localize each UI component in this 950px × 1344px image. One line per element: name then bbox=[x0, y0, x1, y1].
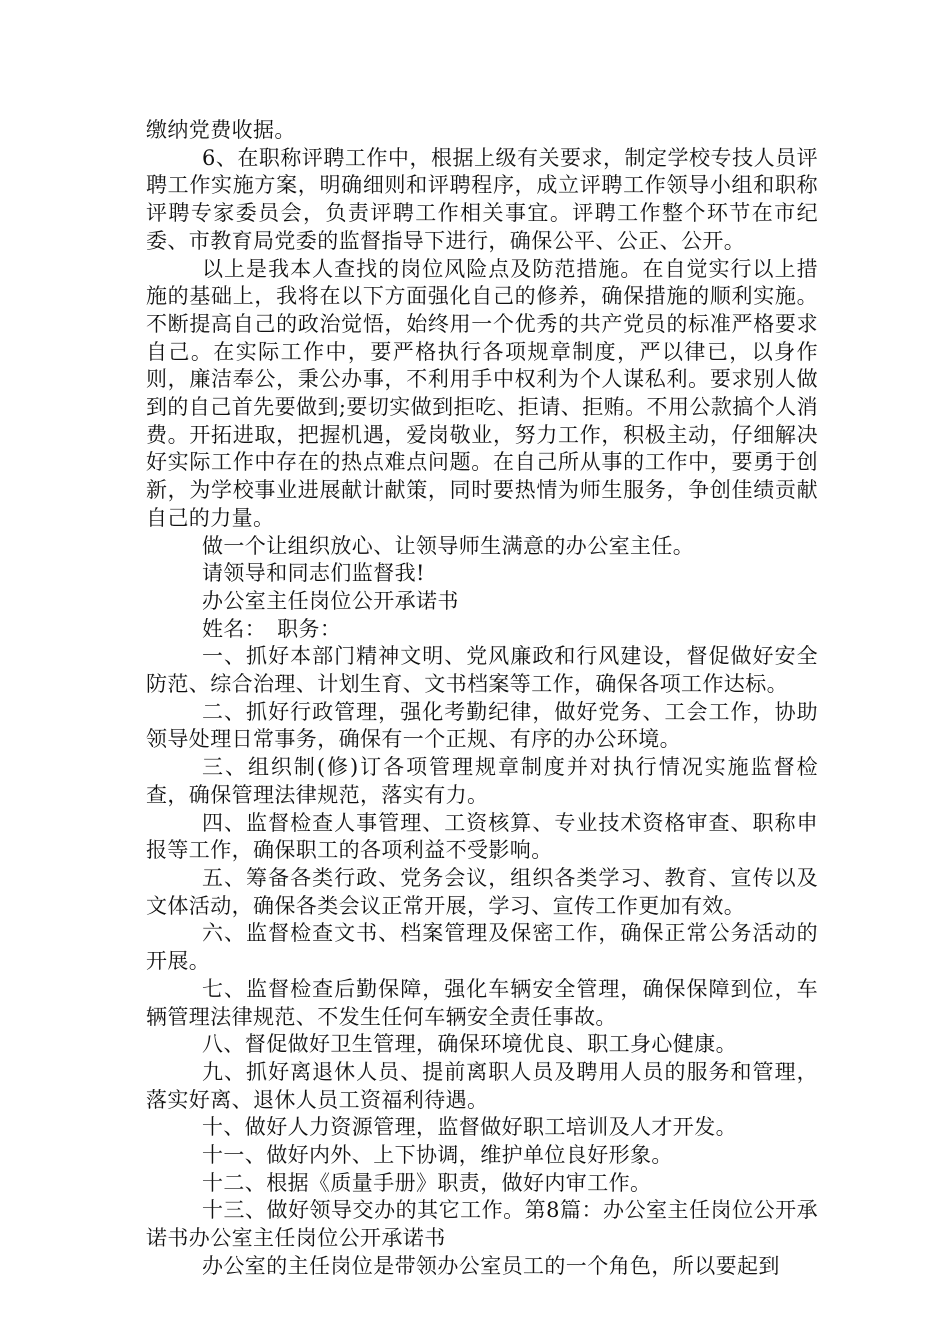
list-item: 七、监督检查后勤保障，强化车辆安全管理，确保保障到位，车辆管理法律规范、不发生任何车辆安全责任事故。 bbox=[146, 976, 818, 1029]
list-item: 五、筹备各类行政、党务会议，组织各类学习、教育、宣传以及文体活动，确保各类会议正常开展，学习、宣传工作更加有效。 bbox=[146, 865, 818, 918]
list-item: 四、监督检查人事管理、工资核算、专业技术资格审查、职称申报等工作，确保职工的各项利益不受影响。 bbox=[146, 810, 818, 863]
list-item: 十一、做好内外、上下协调，维护单位良好形象。 bbox=[202, 1143, 673, 1168]
paragraph: 请领导和同志们监督我! bbox=[202, 561, 425, 586]
section-heading: 办公室主任岗位公开承诺书 bbox=[202, 588, 459, 613]
list-item: 十二、根据《质量手册》职责，做好内审工作。 bbox=[202, 1170, 652, 1195]
list-item: 十、做好人力资源管理，监督做好职工培训及人才开发。 bbox=[202, 1115, 737, 1140]
list-item: 九、抓好离退休人员、提前离职人员及聘用人员的服务和管理，落实好离、退休人员工资福利待遇。 bbox=[146, 1059, 818, 1112]
document-body bbox=[146, 117, 818, 1281]
list-item: 一、抓好本部门精神文明、党风廉政和行风建设，督促做好安全防范、综合治理、计划生育、文书档案等工作，确保各项工作达标。 bbox=[146, 644, 818, 697]
paragraph: 办公室的主任岗位是带领办公室员工的一个角色，所以要起到 bbox=[202, 1253, 780, 1278]
paragraph: 6、在职称评聘工作中，根据上级有关要求，制定学校专技人员评聘工作实施方案，明确细则和评聘程序，成立评聘工作领导小组和职称评聘专家委员会，负责评聘工作相关事宜。评聘工作整个环节在市纪委、市教育局党委的监督指导下进行，确保公平、公正、公开。 bbox=[146, 145, 818, 253]
list-item: 八、督促做好卫生管理，确保环境优良、职工身心健康。 bbox=[202, 1032, 737, 1057]
paragraph: 缴纳党费收据。 bbox=[146, 118, 296, 142]
list-item: 二、抓好行政管理，强化考勤纪律，做好党务、工会工作，协助领导处理日常事务，确保有一个正规、有序的办公环境。 bbox=[146, 699, 818, 752]
list-item: 三、组织制(修)订各项管理规章制度并对执行情况实施监督检查，确保管理法律规范，落实有力。 bbox=[146, 755, 818, 807]
paragraph: 做一个让组织放心、让领导师生满意的办公室主任。 bbox=[202, 533, 695, 558]
paragraph: 以上是我本人查找的岗位风险点及防范措施。在自觉实行以上措施的基础上，我将在以下方面强化自己的修养，确保措施的顺利实施。不断提高自己的政治觉悟，始终用一个优秀的共产党员的标准严格要求自己。在实际工作中，要严格执行各项规章制度，严以律已，以身作则，廉洁奉公，秉公办事，不利用手中权利为个人谋私利。要求别人做到的自己首先要做到;要切实做到拒吃、拒请、拒贿。不用公款搞个人消费。开拓进取，把握机遇，爱岗敬业，努力工作，积极主动，仔细解决好实际工作中存在的热点难点问题。在自己所从事的工作中，要勇于创新，为学校事业进展献计献策，同时要热情为师生服务，争创佳绩贡献自己的力量。 bbox=[146, 256, 818, 530]
list-item: 十三、做好领导交办的其它工作。第8篇：办公室主任岗位公开承诺书办公室主任岗位公开承诺书 bbox=[146, 1198, 818, 1251]
name-position-line: 姓名： 职务： bbox=[202, 616, 342, 641]
list-item: 六、监督检查文书、档案管理及保密工作，确保正常公务活动的开展。 bbox=[146, 921, 818, 974]
